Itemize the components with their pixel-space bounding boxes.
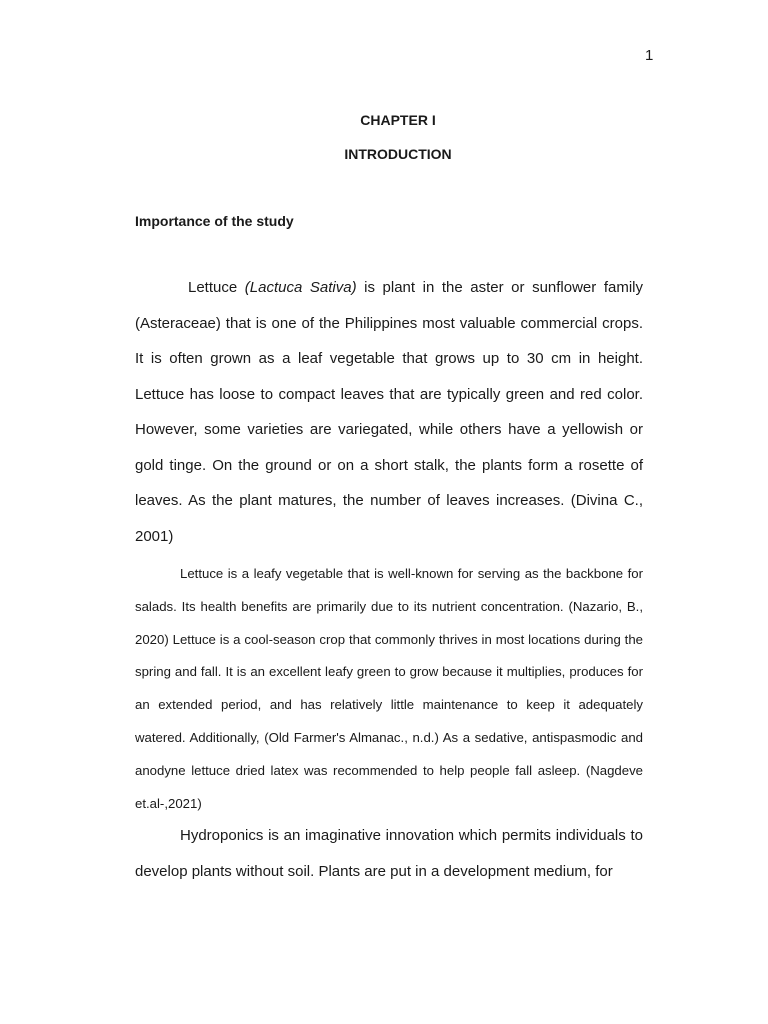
chapter-title: INTRODUCTION [344,146,452,162]
paragraph-text: Lettuce is a leafy vegetable that is well-known for serving as the backbone for salads. Its health benefits are primarily due to its nutrient concentration. (Nazario, B., 2020) Lettuce is a cool-season crop that commonly thrives in most locations during the spring and fall. It is an excellent leafy green to grow because it multiplies, produces for an extended period, and has relatively little maintenance to keep it adequately watered. Additionally, (Old Farmer's Almanac., n.d.) As a sedative, antispasmodic and anodyne lettuce dried latex was recommended to help people fall asleep. (Nagdeve et.al-,2021) [135,566,643,811]
chapter-label: CHAPTER I [360,112,436,128]
paragraph-lettuce-description [135,270,643,554]
paragraph-text-start: Lettuce [188,279,245,296]
paragraph-text-rest: is plant in the aster or sunflower family (Asteraceae) that is one of the Philippines most valuable commercial crops. It is often grown as a leaf vegetable that grows up to 30 cm in height. Lettuce has loose to compact leaves that are typically green and red color. However, some varieties are variegated, while others have a yellowish or gold tinge. On the ground or on a short stalk, the plants form a rosette of leaves. As the plant matures, the number of leaves increases. (Divina C., 2001) [135,279,644,545]
section-heading: Importance of the study [135,213,294,229]
paragraph-hydroponics [135,818,643,890]
scientific-name: (Lactuca Sativa) [244,279,357,296]
page-number: 1 [645,47,654,64]
paragraph-lettuce-benefits [135,558,643,820]
paragraph-text: Hydroponics is an imaginative innovation which permits individuals to develop plants without soil. Plants are put in a development medium, for [135,827,643,880]
